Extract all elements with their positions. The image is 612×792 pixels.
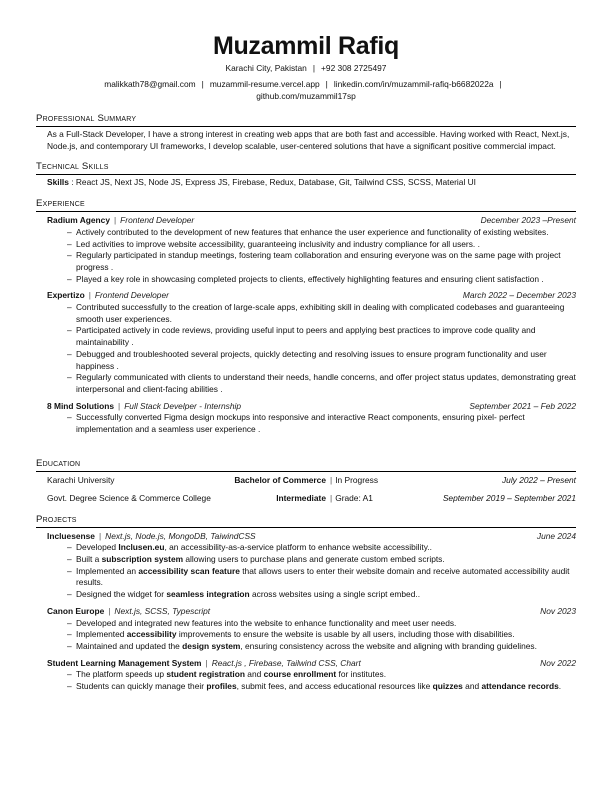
skills-label: Skills (47, 177, 69, 188)
bullet-text: Developed and integrated new features into the website to enhance functionality and meet user needs. (76, 617, 457, 628)
bullet-text: Implemented an (76, 565, 139, 576)
section-heading: Experience (36, 198, 576, 212)
project-entry (47, 531, 576, 601)
experience-entry-role: Frontend Developer (120, 215, 195, 226)
bullet-text: allowing users to purchase plans and generate custom embed scripts. (183, 554, 445, 565)
resume-page (36, 30, 576, 693)
bullet-text: Designed the widget for (76, 589, 167, 600)
experience-entry-role: Frontend Developer (94, 290, 169, 301)
project-entry-name: Student Learning Management System (47, 657, 202, 668)
bullet-text: Implemented (76, 629, 127, 640)
bullet-item (69, 542, 576, 554)
bullet-item (69, 227, 576, 239)
experience-entry-header (47, 290, 576, 302)
bullet-item (69, 629, 576, 641)
project-entry-header (47, 531, 576, 543)
bullet-text: and (462, 681, 482, 692)
bullet-text: improvements to ensure the website is usable by all users, including those with disabilities. (176, 629, 515, 640)
projects-list (36, 528, 576, 693)
bullet-item (69, 669, 576, 681)
bullet-text: The platform speeds up (76, 669, 167, 680)
bold-text: course enrollment (263, 669, 337, 680)
experience-entry-header (47, 401, 576, 413)
separator: | (330, 474, 333, 485)
experience-entry (47, 401, 576, 436)
separator: | (205, 657, 208, 668)
github-link[interactable]: github.com/muzammil17sp (256, 91, 356, 101)
bold-text: quizzes (432, 681, 463, 692)
project-entry-name: Canon Europe (47, 605, 105, 616)
experience-entry-name: Expertizo (47, 290, 85, 301)
separator: | (325, 79, 328, 89)
bullet-item (69, 349, 576, 372)
project-entry-role: React.js , Firebase, Tailwind CSS, Chart (211, 657, 361, 668)
bullet-text: Successfully converted Figma design mockups into responsive and interactive React components, ensuring pixel- perfect implementation and a seamless user experience . (76, 412, 525, 435)
bullet-item (69, 250, 576, 273)
bullet-text: Contributed successfully to the creation of large-scale apps, exhibiting skill in dealing with complicated codebases and guaranteeing smooth user experiences. (76, 302, 565, 324)
bold-text: accessibility scan feature (138, 565, 240, 576)
experience-list (36, 212, 576, 436)
bullet-text: Developed (76, 542, 119, 553)
skills-list: : React JS, Next JS, Node JS, Express JS, Firebase, Redux, Database, Git, Tailwind CSS, SCSS, Material UI (68, 177, 477, 188)
bullet-item (69, 239, 576, 251)
bullet-text: Led activities to improve website accessibility, guaranteeing inclusivity and industry compliance for all users. . (76, 238, 480, 249)
bullet-text: , an accessibility-as-a-service platform to enhance website accessibility.. (164, 542, 432, 553)
separator: | (312, 63, 316, 73)
project-entry-bullets (47, 669, 576, 692)
section-heading: Technical Skills (36, 161, 576, 175)
education-date: July 2022 – Present (501, 474, 576, 485)
bullet-text: Students can quickly manage their (76, 681, 207, 692)
project-entry-date: June 2024 (536, 530, 576, 541)
skills-line (36, 175, 576, 189)
experience-entry-title-group (47, 401, 241, 413)
degree: Intermediate (276, 492, 326, 503)
experience-entry-role: Full Stack Develper - Internship (124, 400, 242, 411)
degree-status (330, 475, 502, 487)
separator: | (113, 215, 117, 226)
bullet-item (69, 302, 576, 325)
separator: | (108, 605, 111, 616)
candidate-name: Muzammil Rafiq (212, 32, 400, 60)
bullet-text: Regularly participated in standup meetings, fostering team collaboration and ensuring everyone was on the same page with project progress . (76, 250, 561, 272)
linkedin-link[interactable]: linkedin.com/in/muzammil-rafiq-b6682022a (333, 79, 494, 89)
experience-entry-name: Radium Agency (47, 215, 110, 226)
degree-status (330, 493, 443, 505)
bullet-item (69, 589, 576, 601)
contact-line-2 (36, 78, 576, 102)
section-heading: Education (36, 458, 576, 472)
separator: | (118, 400, 121, 411)
bold-text: profiles (206, 681, 237, 692)
education-section (36, 458, 576, 505)
bullet-text: across websites using a single script embed.. (249, 589, 421, 600)
bold-text: student registration (166, 669, 245, 680)
experience-entry-date: December 2023 –Present (480, 215, 576, 226)
school-name: Karachi University (47, 474, 115, 485)
experience-entry-title-group (47, 215, 194, 227)
experience-entry-name: 8 Mind Solutions (47, 400, 114, 411)
bullet-item (69, 274, 576, 286)
phone: +92 308 2725497 (321, 63, 387, 73)
bullet-item (69, 566, 576, 589)
bullet-text: Built a (76, 554, 102, 565)
school-name: Govt. Degree Science & Commerce College (47, 492, 211, 503)
project-entry-title-group (47, 606, 210, 618)
project-entry-date: Nov 2022 (540, 657, 576, 668)
bullet-item (69, 325, 576, 348)
email-link[interactable]: malikkath78@gmail.com (104, 79, 196, 89)
bullet-text: for institutes. (336, 669, 387, 680)
bullet-text: Participated actively in code reviews, providing useful input to peers and applying best practices to improve code quality and maintainability . (76, 325, 536, 348)
bullet-item (69, 412, 576, 435)
bullet-item (69, 372, 576, 395)
project-entry (47, 658, 576, 693)
bullet-text: Maintained and updated the (76, 641, 183, 651)
project-entry-header (47, 658, 576, 670)
bullet-text: Actively contributed to the development of new features that enhance the user experience and functionality of existing websites. (76, 226, 549, 237)
bold-text: Inclusen.eu (118, 542, 165, 553)
separator: | (201, 79, 204, 89)
experience-entry (47, 215, 576, 285)
bold-text: attendance records (481, 681, 559, 692)
education-list (36, 472, 576, 505)
bullet-item (69, 554, 576, 566)
bullet-item (69, 641, 576, 653)
bullet-item (69, 618, 576, 630)
section-heading: Projects (36, 514, 576, 528)
experience-entry-date: March 2022 – December 2023 (462, 290, 576, 301)
experience-entry-title-group (47, 290, 169, 302)
projects-section (36, 514, 576, 693)
project-entry-bullets (47, 618, 576, 653)
project-entry-header (47, 606, 576, 618)
separator: | (499, 79, 502, 89)
education-row (47, 493, 576, 505)
bold-text: design system (182, 641, 241, 651)
bold-text: subscription system (101, 554, 184, 565)
experience-entry-header (47, 215, 576, 227)
bullet-text: that allows users to enter their website domain and receive automated accessibility audit results. (76, 565, 570, 588)
website-link[interactable]: muzammil-resume.vercel.app (209, 79, 320, 89)
project-entry-role: Next.js, SCSS, Typescript (114, 605, 211, 616)
project-entry-role: Next.js, Node.js, MongoDB, TaiwindCSS (105, 530, 256, 541)
bullet-item (69, 681, 576, 693)
bold-text: seamless integration (166, 589, 250, 600)
experience-entry-bullets (47, 412, 576, 435)
summary-text: As a Full-Stack Developer, I have a strong interest in creating web apps that are both fast and accessible. Having worked with React, Next.js, Node.js, and contemporary UI frameworks, I develop scalable, user-centered solutions that have a significant positive commercial impact. (47, 129, 570, 151)
bullet-text: Regularly communicated with clients to understand their needs, handle concerns, and offer project status updates, demonstrating great interpersonal and client-facing abilities . (76, 372, 576, 394)
project-entry-title-group (47, 531, 256, 543)
experience-section (36, 198, 576, 436)
location: Karachi City, Pakistan (225, 63, 307, 73)
experience-entry-date: September 2021 – Feb 2022 (469, 400, 576, 411)
experience-entry-bullets (47, 227, 576, 286)
separator: | (98, 530, 102, 541)
education-row (47, 475, 576, 487)
project-entry-title-group (47, 658, 361, 670)
contact-line-1 (36, 62, 576, 74)
section-heading: Professional Summary (36, 113, 576, 127)
project-entry-bullets (47, 542, 576, 601)
status-text: In Progress (335, 474, 379, 485)
project-entry-name: Incluesense (47, 530, 95, 541)
separator: | (88, 290, 91, 301)
project-entry (47, 606, 576, 653)
degree: Bachelor of Commerce (234, 474, 326, 485)
bold-text: accessibility (126, 629, 177, 640)
experience-entry (47, 290, 576, 395)
summary-section (36, 113, 576, 152)
education-date: September 2019 – September 2021 (442, 492, 576, 503)
bullet-text: , ensuring consistency across the website and aligning with branding guidelines. (240, 641, 537, 651)
bullet-text: Debugged and troubleshooted several projects, quickly detecting and resolving issues to ensure program functionality and user happiness . (76, 348, 547, 371)
status-text: Grade: A1 (335, 492, 373, 503)
separator: | (330, 492, 333, 503)
project-entry-date: Nov 2023 (540, 605, 576, 616)
bullet-text: , submit fees, and access educational resources like (236, 681, 433, 692)
experience-entry-bullets (47, 302, 576, 396)
skills-section (36, 161, 576, 189)
bullet-text: Played a key role in showcasing completed projects to clients, effectively highlighting features and ensuring client satisfaction . (76, 273, 544, 284)
bullet-text: and (244, 669, 264, 680)
bullet-text: . (558, 681, 562, 692)
